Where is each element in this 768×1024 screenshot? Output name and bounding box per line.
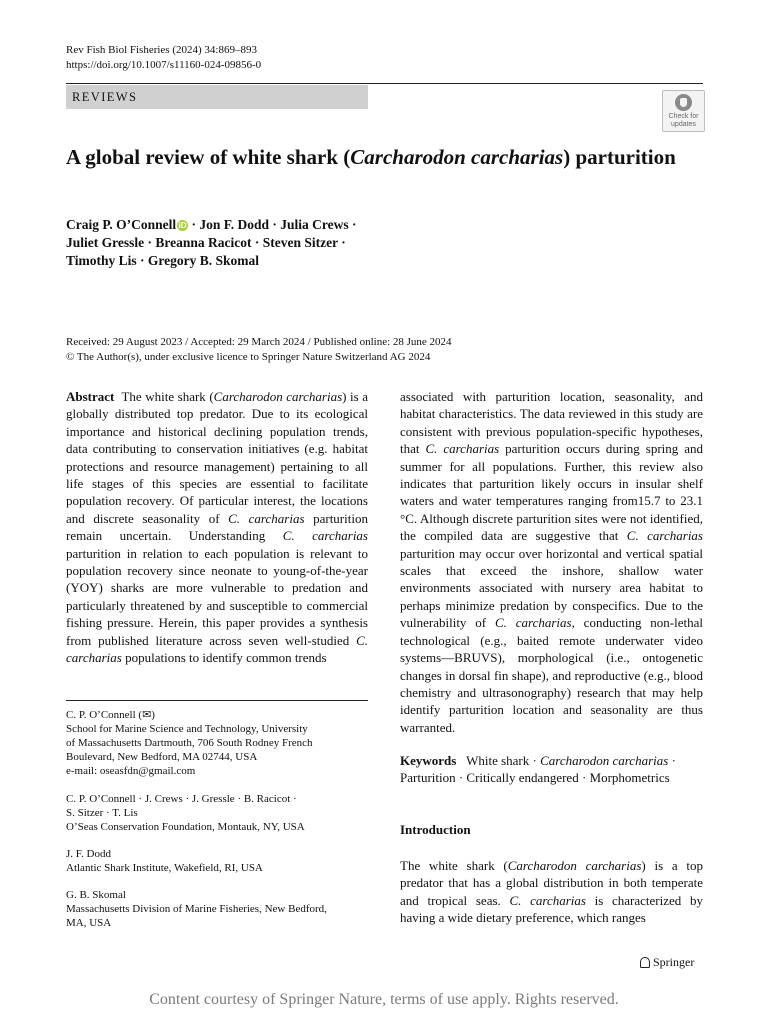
- keywords: Keywords White shark · Carcharodon carcharias · Parturition · Critically endangered · Morphometrics: [400, 753, 676, 786]
- history-dates: Received: 29 August 2023 / Accepted: 29 March 2024 / Published online: 28 June 2024: [66, 336, 452, 348]
- affiliation-block: G. B. Skomal Massachusetts Division of Marine Fisheries, New Bedford, MA, USA: [66, 889, 327, 929]
- paper-title: A global review of white shark (Carcharodon carcharias) parturition: [66, 145, 676, 169]
- affiliation-block: C. P. O’Connell (✉) School for Marine Science and Technology, University of Massachusetts Dartmouth, 706 South Rodney French Boulevard, New Bedford, MA 02744, USA e-mail: oseasfdn@gmail.com: [66, 708, 368, 778]
- affiliation-divider: [66, 700, 368, 701]
- keywords-label: Keywords: [400, 753, 457, 768]
- orcid-icon[interactable]: iD: [178, 221, 187, 230]
- badge-line-2: updates: [671, 121, 696, 128]
- bookmark-icon: [675, 94, 692, 111]
- abstract-left-column: Abstract The white shark (Carcharodon carcharias) is a globally distributed top predator. Due to its ecological importance and historical declining population trends, data contributing to conservation initiatives (e.g. habitat protections and resource management) pertaining to all life stages of this species are essential to facilitate population recovery. Of particular interest, the locations and discrete seasonality of C. carcharias parturition remain uncertain. Understanding C. carcharias parturition in relation to each population is relevant to population recovery since neonate to young-of-the-year (YOY) sharks are more vulnerable to predation and particularly threatened by and susceptible to commercial fishing pressure. Herein, this paper provides a synthesis from published literature across seven well-studied C. carcharias populations to identify common trends: [66, 389, 368, 666]
- journal-header: [66, 43, 261, 72]
- author-email[interactable]: e-mail: oseasfdn@gmail.com: [66, 765, 196, 777]
- corresponding-author[interactable]: Craig P. O’Connell: [66, 217, 177, 232]
- doi-link[interactable]: https://doi.org/10.1007/s11160-024-09856-0: [66, 58, 262, 71]
- affiliation-block: C. P. O’Connell · J. Crews · J. Gressle · B. Racicot · S. Sitzer · T. Lis O’Seas Conservation Foundation, Montauk, NY, USA: [66, 793, 305, 833]
- abstract-right-column: associated with parturition location, seasonality, and habitat characteristics. The data reviewed in this study are consistent with previous population-specific hypotheses, that C. carcharias parturition occurs during spring and summer for all populations. Further, this review also indicates that parturition likely occurs in insular shelf waters and water temperatures ranging from15.7 to 23.1 °C. Although discrete parturition sites were not identified, the compiled data are suggestive that C. carcharias parturition may occur over horizontal and vertical spatial scales that exceed the inshore, shallow water environments associated with nursery area habitat to perhaps minimize predation by conspecifics. Due to the vulnerability of C. carcharias, conducting non-lethal technological (e.g., baited remote underwater video systems—BRUVS), morphological (i.e., ontogenetic changes in dorsal fin shape), and reproductive (e.g., blood chemistry and ultrasonography) research that may help identify parturition location and seasonality are thus warranted.: [400, 389, 703, 735]
- courtesy-footer: Content courtesy of Springer Nature, terms of use apply. Rights reserved.: [149, 991, 619, 1008]
- copyright-line: © The Author(s), under exclusive licence to Springer Nature Switzerland AG 2024: [66, 350, 431, 363]
- journal-citation: Rev Fish Biol Fisheries (2024) 34:869–893: [66, 44, 257, 56]
- springer-horse-icon: [640, 957, 650, 968]
- section-label: REVIEWS: [66, 85, 368, 109]
- header-rule: [66, 83, 703, 84]
- introduction-heading: Introduction: [400, 822, 471, 837]
- check-for-updates-badge[interactable]: [662, 90, 705, 132]
- publisher-logo: Springer: [640, 955, 694, 970]
- affiliation-block: J. F. Dodd Atlantic Shark Institute, Wakefield, RI, USA: [66, 848, 263, 874]
- abstract-label: Abstract: [66, 389, 115, 404]
- author-list: Craig P. O’Connell iD · Jon F. Dodd · Julia Crews · Juliet Gressle · Breanna Racicot · Steven Sitzer · Timothy Lis · Gregory B. Skomal: [66, 217, 357, 268]
- publication-dates: [66, 335, 452, 364]
- badge-line-1: Check for: [668, 113, 699, 120]
- introduction-text: The white shark (Carcharodon carcharias) is a top predator that has a global distribution in both temperate and tropical seas. C. carcharias is characterized by having a wide dietary preference, which ranges: [400, 858, 703, 926]
